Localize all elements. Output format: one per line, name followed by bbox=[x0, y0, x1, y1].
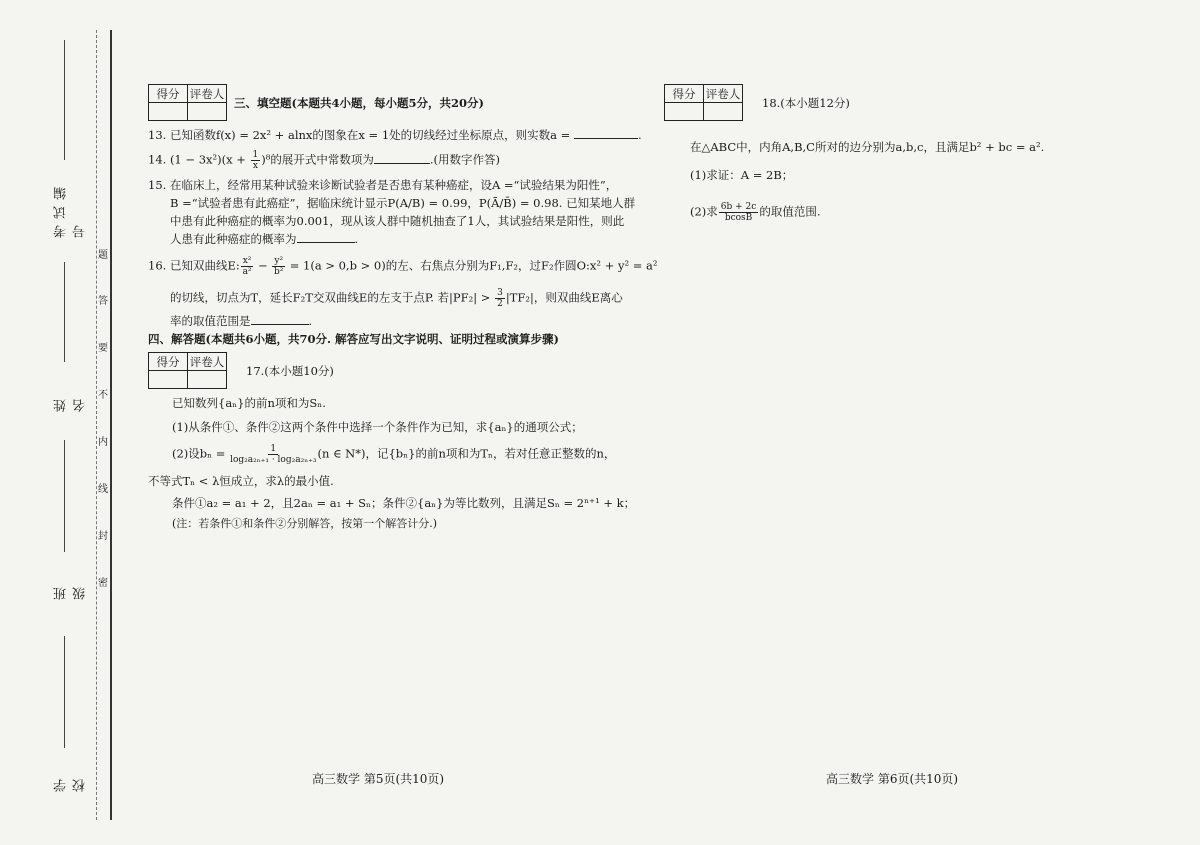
score-head: 得分 bbox=[149, 85, 188, 103]
exam-no-rule bbox=[64, 40, 65, 160]
grader-cell[interactable] bbox=[188, 103, 227, 121]
q18-text-b: 的取值范围. bbox=[759, 204, 821, 219]
q15-text: 人患有此种癌症的概率为 bbox=[170, 232, 297, 246]
q18-line1: 在△ABC中，内角A,B,C所对的边分别为a,b,c，且满足b² + bc = a². bbox=[690, 140, 1045, 154]
q15-line3: 中患有此种癌症的概率为0.001，现从该人群中随机抽查了1人，其试验结果是阳性，则此 bbox=[170, 214, 625, 228]
grader-cell[interactable] bbox=[704, 103, 743, 121]
seal-char: 题 bbox=[98, 250, 108, 261]
q16-frac1-num: x² bbox=[242, 256, 252, 266]
score-cell[interactable] bbox=[149, 371, 188, 389]
grader-head: 评卷人 bbox=[188, 353, 227, 371]
q16-text-a: 16. 已知双曲线E: bbox=[148, 258, 240, 273]
grader-head: 评卷人 bbox=[188, 85, 227, 103]
q16-line3: 率的取值范围是 . bbox=[170, 314, 313, 328]
seal-char: 线 bbox=[98, 484, 108, 495]
section4-header: 四、解答题(本题共6小题，共70分. 解答应写出文字说明、证明过程或演算步骤) bbox=[148, 332, 559, 346]
question-14 bbox=[148, 150, 500, 171]
q14-text-b: )⁸的展开式中常数项为 bbox=[261, 152, 374, 167]
q18-title: 18.(本小题12分) bbox=[762, 96, 850, 110]
q17-line4: 不等式Tₙ < λ恒成立，求λ的最小值. bbox=[148, 474, 334, 488]
q16-text-b: = 1(a > 0,b > 0)的左、右焦点分别为F₁,F₂，过F₂作圆O:x² + y² = a² bbox=[286, 258, 658, 273]
q16-frac3-num: 3 bbox=[497, 288, 503, 298]
q14-text-c: .(用数字作答) bbox=[429, 152, 500, 167]
q16-frac2-num: y² bbox=[274, 256, 284, 266]
q14-frac-den: x bbox=[252, 161, 258, 171]
fold-line bbox=[96, 30, 97, 820]
q17-note: (注：若条件①和条件②分别解答，按第一个解答计分.) bbox=[172, 517, 438, 530]
q15-answer-blank[interactable] bbox=[297, 232, 355, 243]
q18-text-a: (2)求 bbox=[690, 204, 718, 219]
q16-frac3 bbox=[495, 288, 505, 309]
seal-char: 要 bbox=[98, 343, 108, 354]
seal-char: 密 bbox=[98, 578, 108, 589]
q16-text-c: 的切线，切点为T，延长F₂T交双曲线E的左支于点P. 若|PF₂| > bbox=[170, 290, 495, 305]
q14-fraction bbox=[251, 150, 261, 171]
q16-frac1 bbox=[241, 256, 254, 277]
q18-line3 bbox=[690, 202, 820, 223]
score-cell[interactable] bbox=[665, 103, 704, 121]
q16-text-d: |TF₂|，则双曲线E离心 bbox=[505, 290, 623, 305]
q17-line3 bbox=[172, 444, 615, 465]
name-rule bbox=[64, 262, 65, 362]
class-label: 班 级 bbox=[54, 581, 88, 600]
q17-frac-num: 1 bbox=[270, 444, 277, 454]
q18-frac-num: 6b + 2c bbox=[720, 202, 757, 212]
seal-char: 内 bbox=[98, 437, 108, 448]
q17-line5: 条件①a₂ = a₁ + 2，且2aₙ = a₁ + Sₙ；条件②{aₙ}为等比数列，且满足Sₙ = 2ⁿ⁺¹ + k； bbox=[172, 496, 636, 510]
q17-line1: 已知数列{aₙ}的前n项和为Sₙ. bbox=[172, 396, 326, 410]
q16-text: 率的取值范围是 bbox=[170, 314, 251, 328]
q18-line2: (1)求证：A = 2B； bbox=[690, 168, 794, 182]
q18-fraction bbox=[719, 202, 759, 223]
score-box-section3 bbox=[148, 84, 227, 121]
grader-head: 评卷人 bbox=[704, 85, 743, 103]
left-page-footer: 高三数学 第5页(共10页) bbox=[312, 772, 445, 786]
q14-answer-blank[interactable] bbox=[374, 153, 430, 164]
q13-text: 13. 已知函数f(x) = 2x² + alnx的图象在x = 1处的切线经过坐标原点，则实数a = bbox=[148, 128, 574, 142]
q16-line1 bbox=[148, 256, 658, 277]
score-head: 得分 bbox=[149, 353, 188, 371]
q14-text-a: 14. (1 − 3x²)(x + bbox=[148, 152, 250, 167]
exam-no-label: 考试编号 bbox=[54, 181, 88, 238]
q15-line4: 人患有此种癌症的概率为 . bbox=[170, 232, 359, 246]
score-box-q17 bbox=[148, 352, 227, 389]
grader-cell[interactable] bbox=[188, 371, 227, 389]
q16-answer-blank[interactable] bbox=[251, 314, 309, 325]
seal-char: 答 bbox=[98, 296, 108, 307]
q16-line2 bbox=[170, 288, 623, 309]
q16-frac1-den: a² bbox=[242, 267, 252, 277]
q17-frac-den: log₂a₂ₙ₊₁ · log₂a₂ₙ₊₃ bbox=[230, 455, 317, 465]
question-13: 13. 已知函数f(x) = 2x² + alnx的图象在x = 1处的切线经过坐标原点，则实数a = . bbox=[148, 128, 642, 142]
q15-line2: B =“试验者患有此癌症”，据临床统计显示P(A/B) = 0.99，P(Ā/B̄) = 0.98. 已知某地人群 bbox=[170, 196, 636, 210]
name-label: 姓 名 bbox=[54, 393, 88, 412]
q17-fraction bbox=[230, 444, 316, 465]
q16-frac2 bbox=[272, 256, 285, 277]
section3-header: 三、填空题(本题共4小题，每小题5分，共20分) bbox=[234, 96, 484, 110]
q15-line1: 15. 在临床上，经常用某种试验来诊断试验者是否患有某种癌症，设A =“试验结果为阳性”， bbox=[148, 178, 618, 192]
score-box-q18 bbox=[664, 84, 743, 121]
score-cell[interactable] bbox=[149, 103, 188, 121]
q17-title: 17.(本小题10分) bbox=[246, 364, 334, 378]
q16-minus: − bbox=[254, 258, 272, 273]
score-head: 得分 bbox=[665, 85, 704, 103]
q14-frac-num: 1 bbox=[252, 150, 259, 160]
q13-answer-blank[interactable] bbox=[574, 128, 638, 139]
q17-text-b: (n ∈ N*)，记{bₙ}的前n项和为Tₙ，若对任意正整数的n， bbox=[317, 446, 616, 461]
q16-frac3-den: 2 bbox=[497, 299, 503, 309]
q17-text-a: (2)设bₙ = bbox=[172, 446, 230, 461]
seal-line bbox=[110, 30, 112, 820]
seal-char: 封 bbox=[98, 531, 108, 542]
seal-char: 不 bbox=[98, 390, 108, 401]
q16-frac2-den: b² bbox=[274, 267, 284, 277]
school-rule bbox=[64, 636, 65, 748]
class-rule bbox=[64, 440, 65, 552]
q18-frac-den: bcosB bbox=[724, 213, 753, 223]
right-page-footer: 高三数学 第6页(共10页) bbox=[826, 772, 959, 786]
q17-line2: (1)从条件①、条件②这两个条件中选择一个条件作为已知，求{aₙ}的通项公式； bbox=[172, 420, 583, 434]
school-label: 学 校 bbox=[54, 773, 88, 792]
